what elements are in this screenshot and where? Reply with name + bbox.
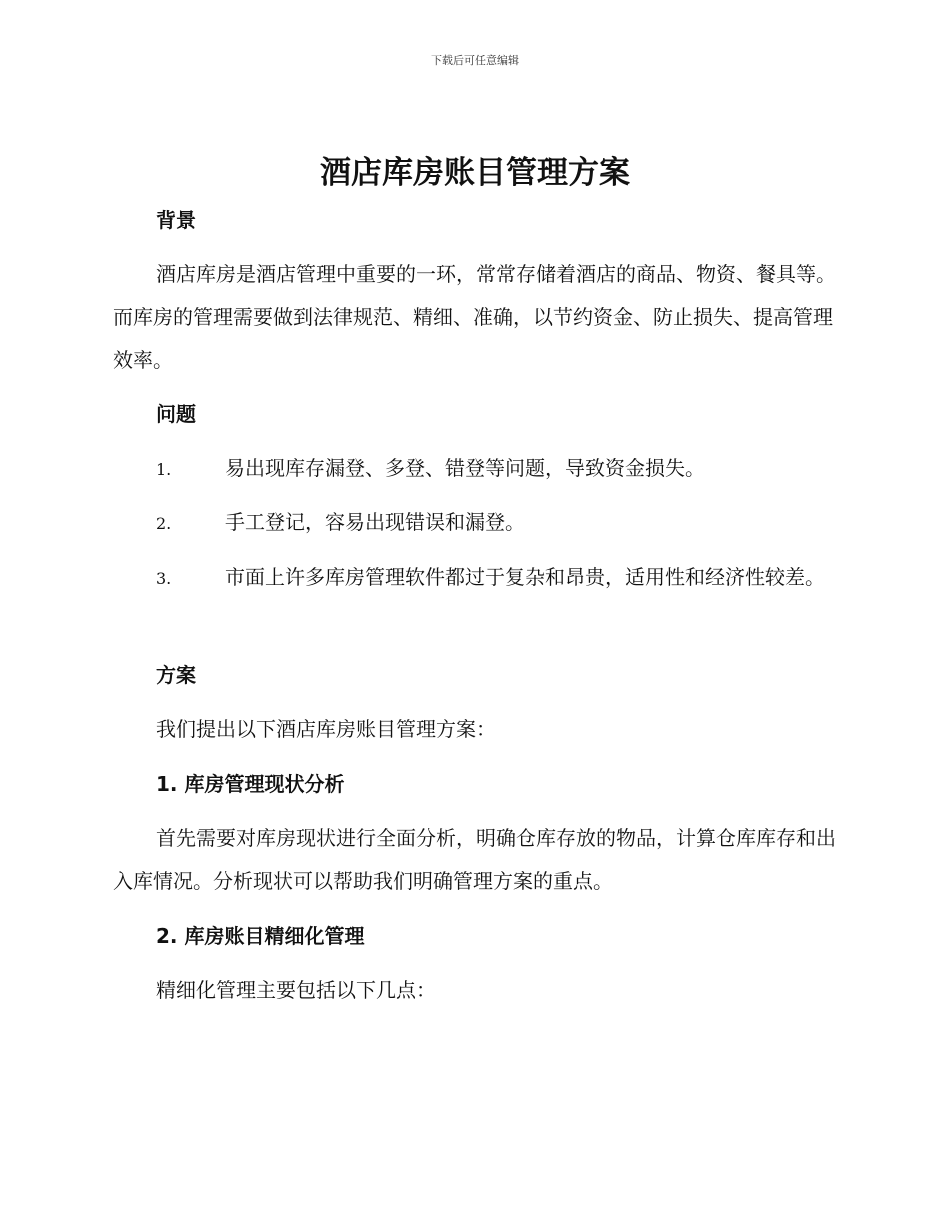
subsection-heading-refined-management: 2. 库房账目精细化管理 xyxy=(156,924,365,948)
list-item-number: 2. xyxy=(156,514,172,533)
refined-management-intro: 精细化管理主要包括以下几点： xyxy=(156,978,436,1002)
problem-list-item xyxy=(113,501,837,545)
list-item-text: 市面上许多库房管理软件都过于复杂和昂贵，适用性和经济性较差。 xyxy=(225,565,825,589)
list-item-number: 3. xyxy=(156,569,172,588)
list-item-text: 手工登记，容易出现错误和漏登。 xyxy=(225,510,525,534)
subsection-heading-analysis: 1. 库房管理现状分析 xyxy=(156,772,345,796)
problem-list-item xyxy=(113,556,837,600)
analysis-paragraph: 首先需要对库房现状进行全面分析，明确仓库存放的物品，计算仓库库存和出入库情况。分析现状可以帮助我们明确管理方案的重点。 xyxy=(113,826,836,893)
background-paragraph: 酒店库房是酒店管理中重要的一环，常常存储着酒店的商品、物资、餐具等。而库房的管理需要做到法律规范、精细、准确，以节约资金、防止损失、提高管理效率。 xyxy=(113,262,836,372)
plan-intro: 我们提出以下酒店库房账目管理方案： xyxy=(156,717,496,741)
list-item-text: 易出现库存漏登、多登、错登等问题，导致资金损失。 xyxy=(225,456,705,480)
section-heading-plan: 方案 xyxy=(156,663,196,687)
page-header-note: 下载后可任意编辑 xyxy=(431,54,519,67)
list-item-number: 1. xyxy=(156,460,172,479)
document-title: 酒店库房账目管理方案 xyxy=(320,155,630,191)
section-heading-background: 背景 xyxy=(156,208,196,232)
problem-list-item xyxy=(113,447,837,491)
section-heading-problems: 问题 xyxy=(156,402,196,426)
